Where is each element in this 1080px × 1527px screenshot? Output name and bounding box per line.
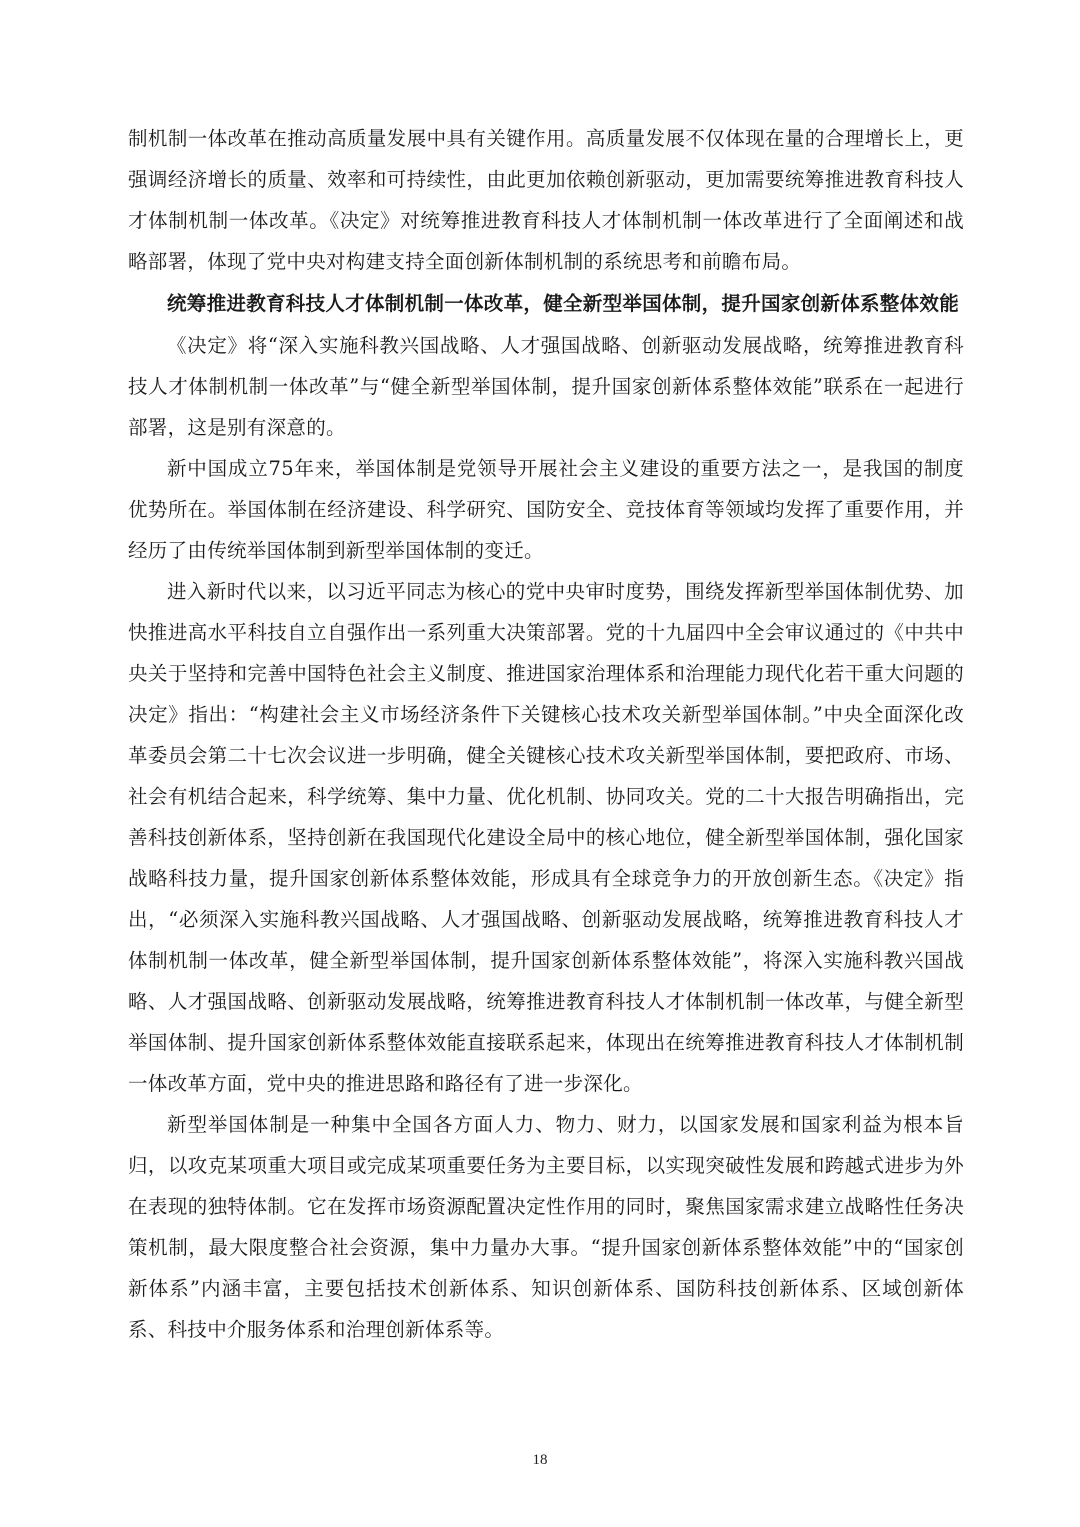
paragraph: 新型举国体制是一种集中全国各方面人力、物力、财力，以国家发展和国家利益为根本旨归，以攻克某项重大项目或完成某项重要任务为主要目标，以实现突破性发展和跨越式进步为外在表现的独特体制。它在发挥市场资源配置决定性作用的同时，聚焦国家需求建立战略性任务决策机制，最大限度整合社会资源，集中力量办大事。“提升国家创新体系整体效能”中的“国家创新体系”内涵丰富，主要包括技术创新体系、知识创新体系、国防科技创新体系、区域创新体系、科技中介服务体系和治理创新体系等。 bbox=[128, 1113, 964, 1341]
page-number: 18 bbox=[532, 1452, 548, 1468]
paragraph: 《决定》将“深入实施科教兴国战略、人才强国战略、创新驱动发展战略，统筹推进教育科技人才体制机制一体改革”与“健全新型举国体制，提升国家创新体系整体效能”联系在一起进行部署，这是别有深意的。 bbox=[128, 334, 964, 439]
paragraph: 新中国成立75年来，举国体制是党领导开展社会主义建设的重要方法之一，是我国的制度优势所在。举国体制在经济建设、科学研究、国防安全、竞技体育等领域均发挥了重要作用，并经历了由传统举国体制到新型举国体制的变迁。 bbox=[128, 457, 964, 562]
paragraph: 进入新时代以来，以习近平同志为核心的党中央审时度势，围绕发挥新型举国体制优势、加快推进高水平科技自立自强作出一系列重大决策部署。党的十九届四中全会审议通过的《中共中央关于坚持和完善中国特色社会主义制度、推进国家治理体系和治理能力现代化若干重大问题的决定》指出：“构建社会主义市场经济条件下关键核心技术攻关新型举国体制。”中央全面深化改革委员会第二十七次会议进一步明确，健全关键核心技术攻关新型举国体制，要把政府、市场、社会有机结合起来，科学统筹、集中力量、优化机制、协同攻关。党的二十大报告明确指出，完善科技创新体系，坚持创新在我国现代化建设全局中的核心地位，健全新型举国体制，强化国家战略科技力量，提升国家创新体系整体效能，形成具有全球竞争力的开放创新生态。《决定》指出，“必须深入实施科教兴国战略、人才强国战略、创新驱动发展战略，统筹推进教育科技人才体制机制一体改革，健全新型举国体制，提升国家创新体系整体效能”，将深入实施科教兴国战略、人才强国战略、创新驱动发展战略，统筹推进教育科技人才体制机制一体改革，与健全新型举国体制、提升国家创新体系整体效能直接联系起来，体现出在统筹推进教育科技人才体制机制一体改革方面，党中央的推进思路和路径有了进一步深化。 bbox=[128, 580, 964, 1095]
document-body bbox=[128, 118, 964, 1350]
section-heading: 统筹推进教育科技人才体制机制一体改革，健全新型举国体制，提升国家创新体系整体效能 bbox=[167, 292, 960, 315]
paragraph-continuation: 制机制一体改革在推动高质量发展中具有关键作用。高质量发展不仅体现在量的合理增长上，更强调经济增长的质量、效率和可持续性，由此更加依赖创新驱动，更加需要统筹推进教育科技人才体制机制一体改革。《决定》对统筹推进教育科技人才体制机制一体改革进行了全面阐述和战略部署，体现了党中央对构建支持全面创新体制机制的系统思考和前瞻布局。 bbox=[128, 127, 964, 273]
